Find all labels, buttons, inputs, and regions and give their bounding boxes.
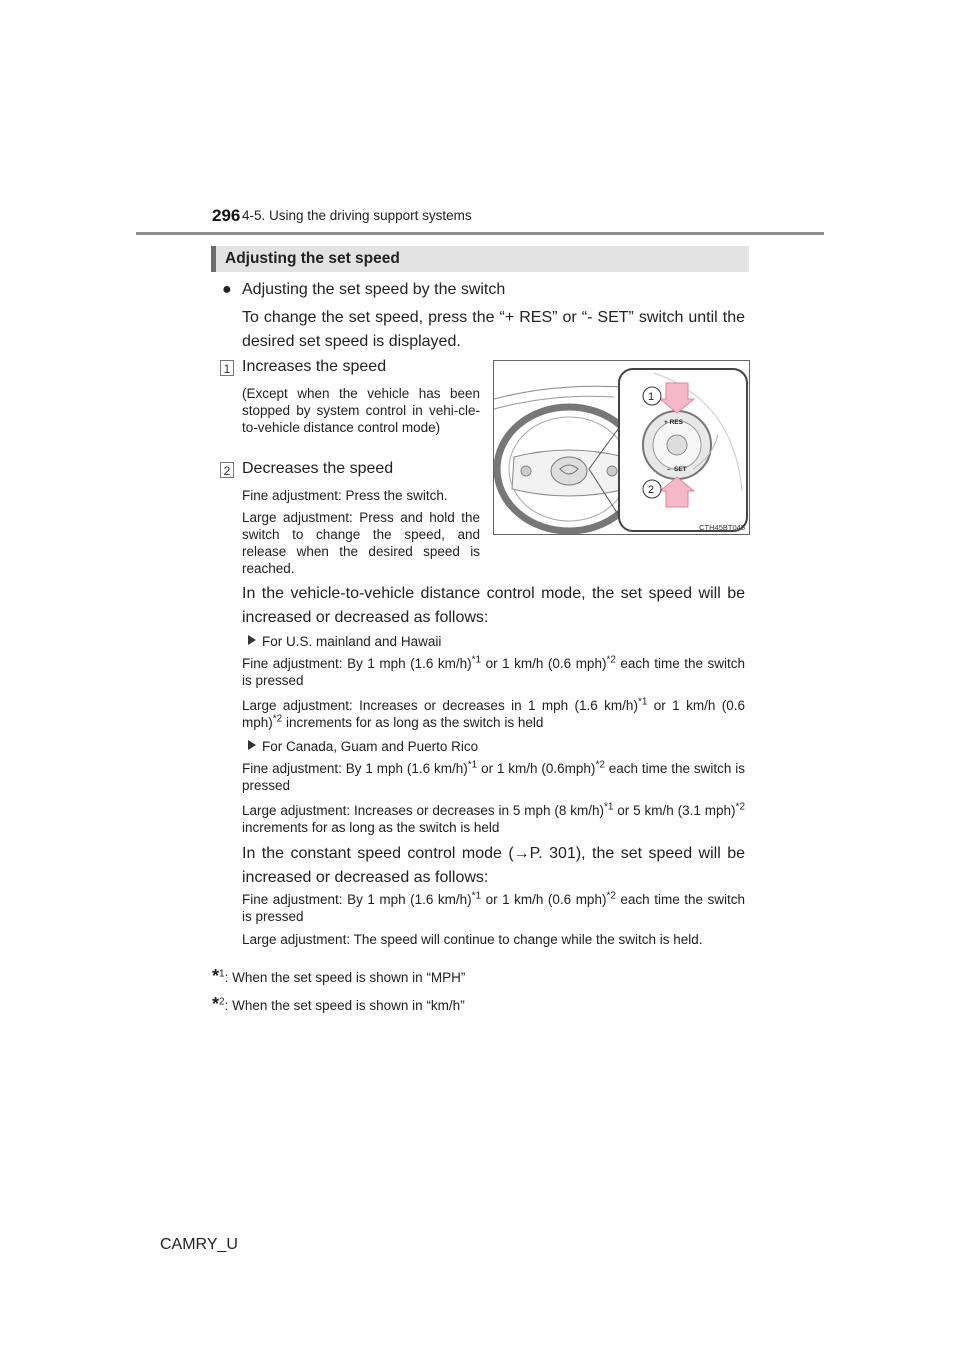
- footnote-num: 2: [219, 996, 225, 1008]
- set-label: SET: [674, 466, 687, 473]
- region-ca-title-text: For Canada, Guam and Puerto Rico: [262, 739, 479, 754]
- item-note-1: (Except when the vehicle has been stopped by system control in vehi-cle-to-vehicle distance control mode): [242, 386, 480, 435]
- fine-text-a: Fine adjustment: By 1 mph (1.6 km/h): [242, 656, 472, 671]
- footnote-mark: *: [212, 994, 220, 1014]
- vdc-intro: In the vehicle-to-vehicle distance control mode, the set speed will be increased or decreased as follows:: [242, 585, 745, 626]
- large-text-b: or 5 km/h (3.1 mph): [613, 803, 736, 818]
- large-text-a: Large adjustment: Increases or decreases in 1 mph (1.6 km/h): [242, 698, 638, 713]
- footnote-text: : When the set speed is shown in “MPH”: [224, 970, 466, 985]
- large-text-a: Large adjustment: Increases or decreases in 5 mph (8 km/h): [242, 803, 604, 818]
- item-note-2b: Large adjustment: Press and hold the switch to change the speed, and release when the desired speed is reached.: [242, 510, 480, 576]
- item-note-2a: Fine adjustment: Press the switch.: [242, 488, 448, 503]
- region-us-title-text: For U.S. mainland and Hawaii: [262, 634, 442, 649]
- region-us-title: [248, 633, 441, 650]
- fine-text-b: or 1 km/h (0.6 mph): [481, 892, 607, 907]
- fine-text-b: or 1 km/h (0.6 mph): [481, 656, 607, 671]
- figure-code: CTH45BT045: [699, 523, 745, 532]
- heading: Adjusting the set speed: [225, 250, 400, 267]
- steering-switch-figure: [493, 360, 750, 535]
- mark-1: *1: [467, 759, 478, 771]
- csc-large: Large adjustment: The speed will continue to change while the switch is held.: [242, 932, 703, 947]
- mark-2: *2: [595, 759, 605, 771]
- mark-2: *2: [606, 890, 616, 902]
- large-text-b: or 1 km/h (0.6 mph): [242, 698, 745, 730]
- item-label-2: Decreases the speed: [242, 460, 394, 477]
- csc-intro: [242, 842, 745, 890]
- page-reference-link[interactable]: P. 301: [529, 845, 576, 862]
- footnote-2: [212, 996, 465, 1014]
- footnote-text: : When the set speed is shown in “km/h”: [224, 998, 465, 1013]
- mark-2: *2: [735, 801, 745, 813]
- mark-1: *1: [471, 890, 482, 902]
- intro-paragraph: To change the set speed, press the “+ RES” or “- SET” switch until the desired set speed is displayed.: [242, 309, 745, 350]
- footnote-1: [212, 968, 465, 986]
- csc-intro-a: In the constant speed control mode (: [242, 845, 514, 862]
- subheading: [222, 278, 505, 302]
- fine-text-c: each time the switch is pressed: [242, 892, 745, 924]
- fine-text-b: or 1 km/h (0.6mph): [477, 761, 596, 776]
- region-us-fine: [242, 655, 745, 689]
- page-number: 296: [212, 206, 241, 225]
- fine-text-a: Fine adjustment: By 1 mph (1.6 km/h): [242, 892, 472, 907]
- heading-bar: [211, 246, 749, 272]
- mark-1: *1: [471, 654, 482, 666]
- res-label: + RES: [664, 419, 683, 426]
- triangle-bullet-icon: [248, 635, 256, 645]
- triangle-bullet-icon: [248, 740, 256, 750]
- mark-2: *2: [272, 713, 283, 725]
- region-us-large: [242, 697, 745, 731]
- region-ca-fine: [242, 760, 745, 794]
- fine-text-c: each time the switch is pressed: [242, 656, 745, 688]
- mark-2: *2: [606, 654, 616, 666]
- footer-model: CAMRY_U: [160, 1236, 238, 1253]
- heading-bar-edge: [211, 246, 216, 272]
- csc-intro-b: ), the set speed will be increased or decreased as follows:: [242, 845, 745, 886]
- fine-text-a: Fine adjustment: By 1 mph (1.6 km/h): [242, 761, 468, 776]
- fine-text-c: each time the switch is pressed: [242, 761, 745, 793]
- large-text-c: increments for as long as the switch is held: [282, 715, 544, 730]
- csc-fine: [242, 891, 745, 925]
- callout-2: 2: [648, 484, 655, 496]
- callout-1: 1: [648, 391, 655, 403]
- steering-wheel-illustration: [494, 361, 750, 535]
- bullet-icon: ●: [222, 281, 232, 298]
- section-title: 4-5. Using the driving support systems: [242, 208, 472, 223]
- item-number-2: 2: [220, 462, 234, 478]
- region-ca-large: [242, 802, 745, 836]
- subheading-text: Adjusting the set speed by the switch: [242, 281, 506, 298]
- arrow-icon: →: [513, 845, 530, 862]
- item-label-1: Increases the speed: [242, 358, 387, 375]
- mark-1: *1: [603, 801, 614, 813]
- item-number-1: 1: [220, 360, 234, 376]
- mark-1: *1: [637, 696, 648, 708]
- footnote-num: 1: [219, 968, 225, 980]
- large-text-c: increments for as long as the switch is held: [242, 820, 500, 835]
- header-rule: [136, 232, 824, 235]
- set-minus: –: [667, 466, 671, 473]
- region-ca-title: [248, 738, 478, 755]
- footnote-mark: *: [212, 966, 220, 986]
